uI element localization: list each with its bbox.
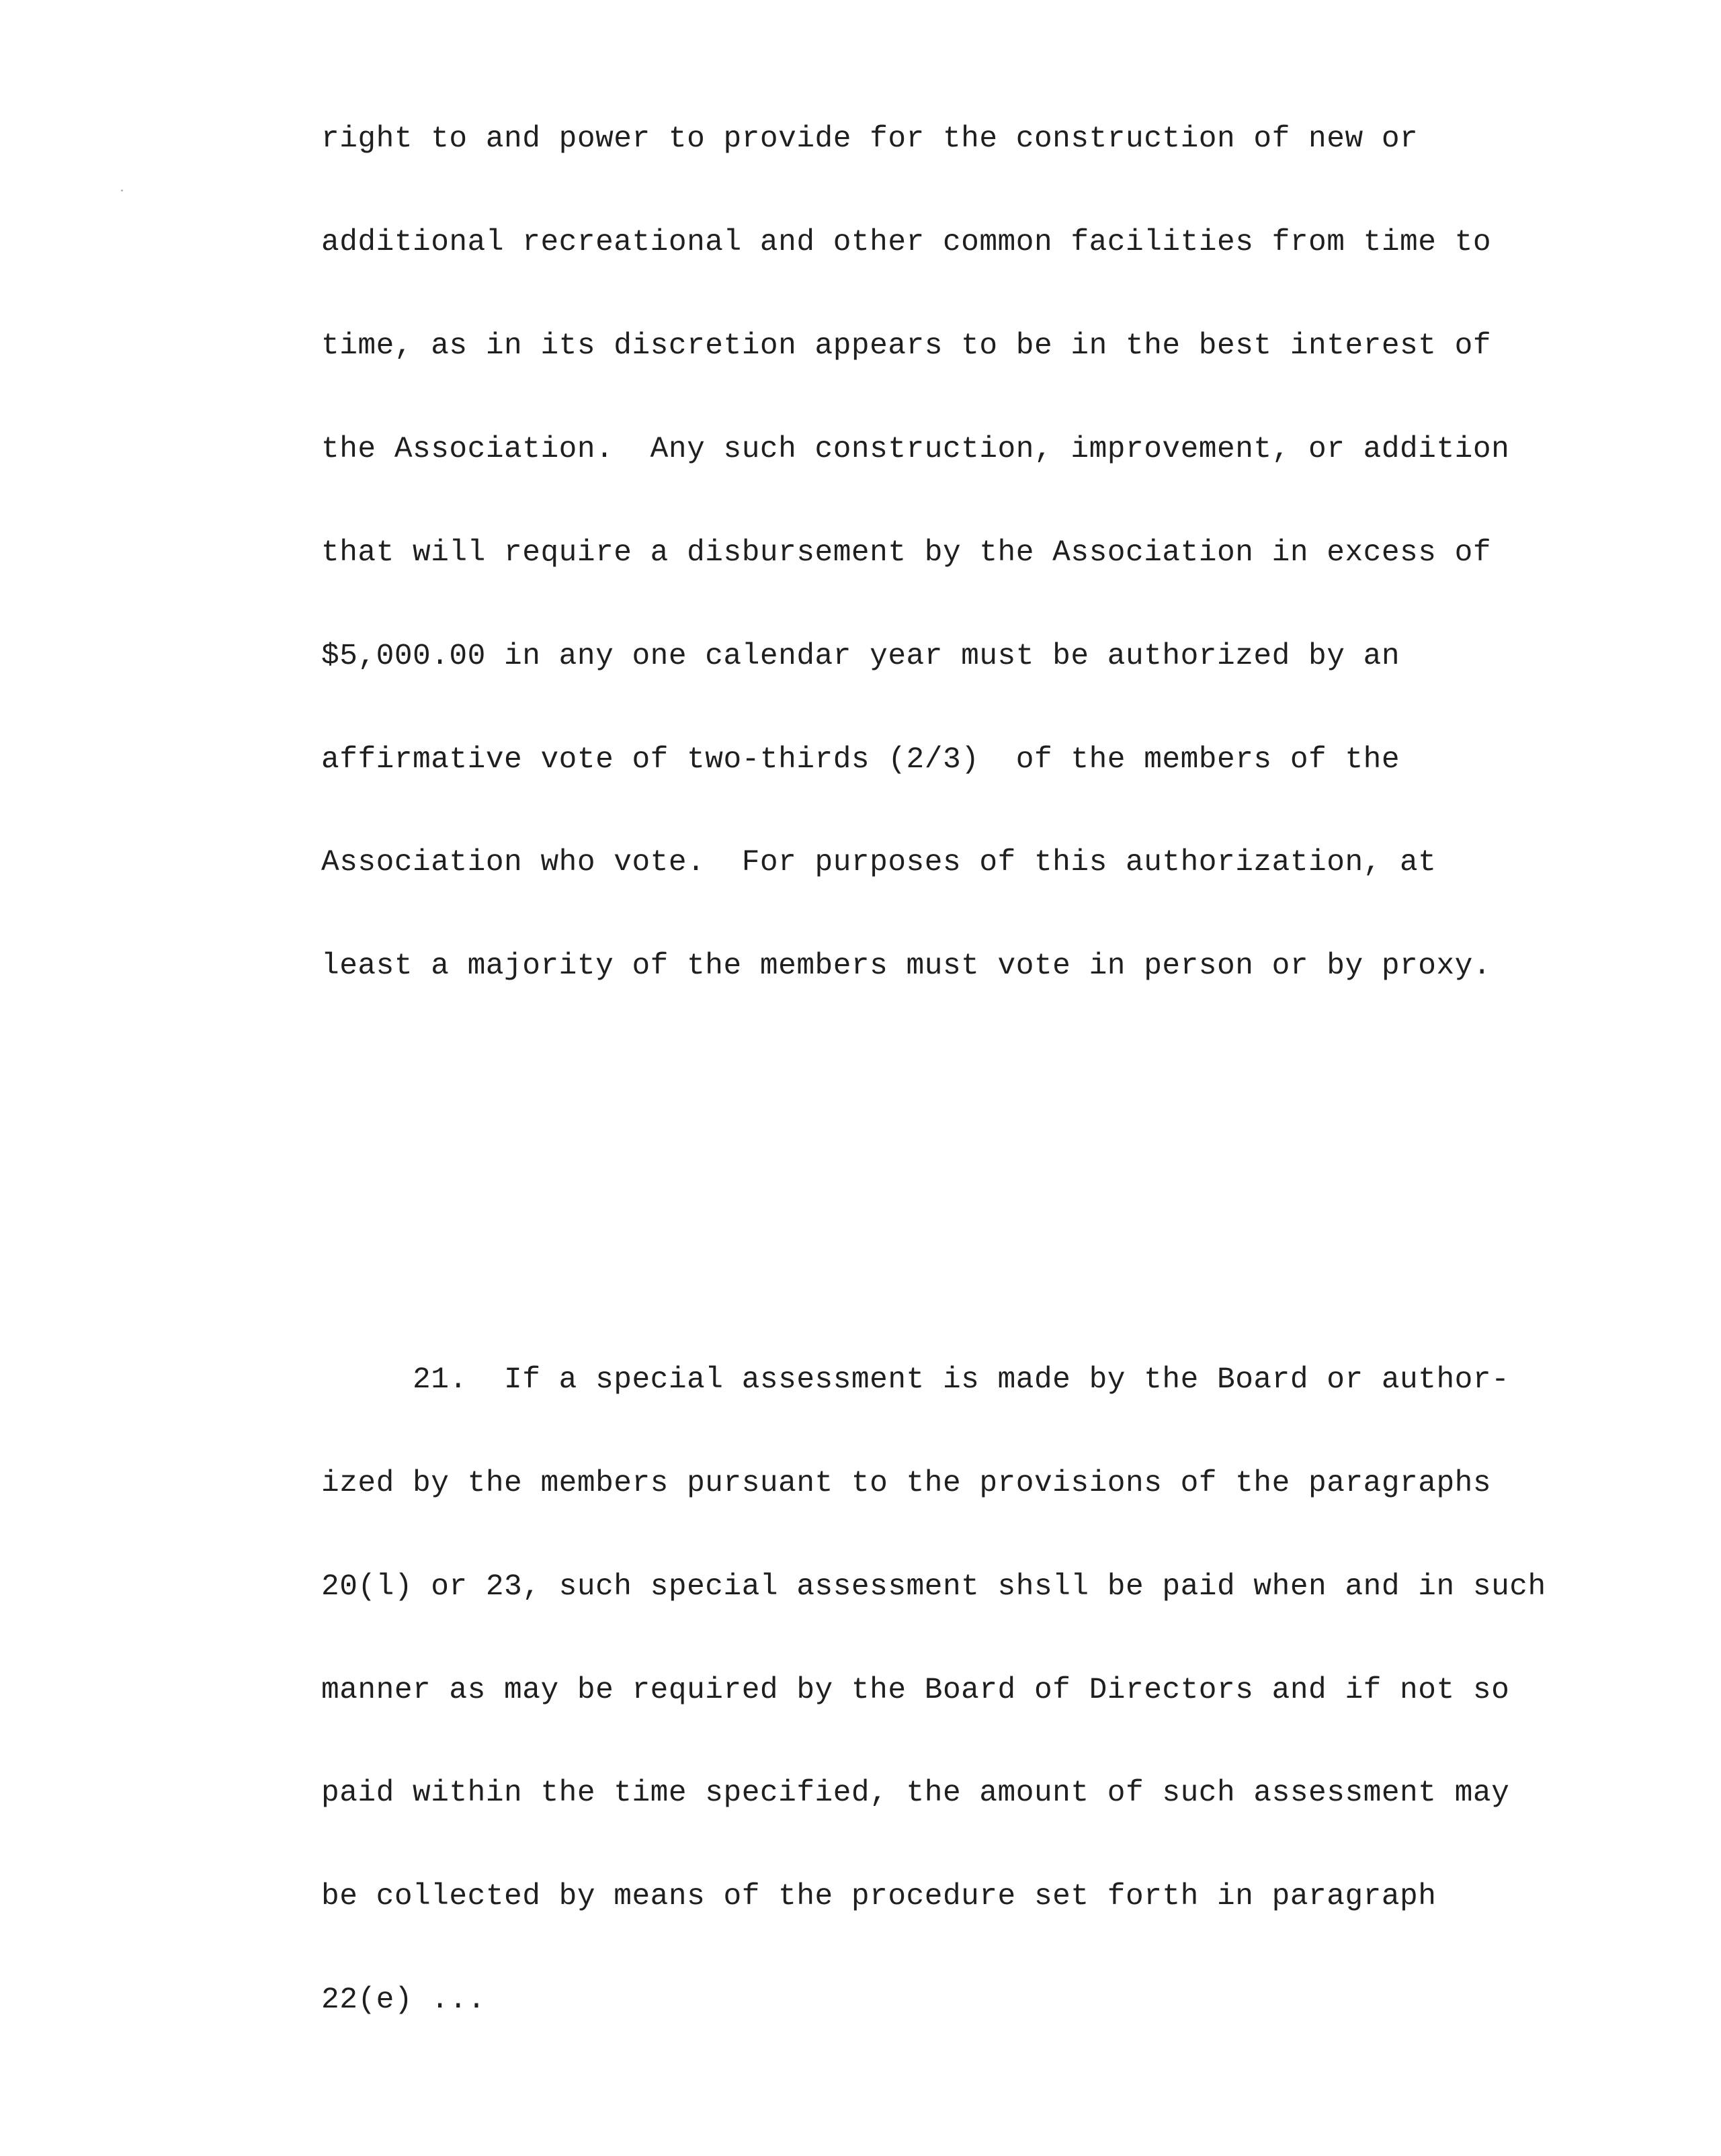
paragraph-continuation: [321, 69, 1719, 1053]
text-line: $5,000.00 in any one calendar year must be authorized by an: [321, 639, 1400, 673]
paragraph-21: [321, 1294, 1719, 2087]
text-line: that will require a disbursement by the Association in excess of: [321, 535, 1492, 570]
paragraph-gap: [321, 1156, 1719, 1191]
document-body: [321, 0, 1719, 2156]
text-line: affirmative vote of two-thirds (2/3) of the members of the: [321, 742, 1400, 777]
text-line: ized by the members pursuant to the provisions of the paragraphs: [321, 1466, 1492, 1500]
text-line: 21. If a special assessment is made by the Board or author-: [321, 1363, 1510, 1397]
text-line: least a majority of the members must vote in person or by proxy.: [321, 949, 1492, 984]
text-line: additional recreational and other common facilities from time to: [321, 226, 1492, 260]
text-line: be collected by means of the procedure set forth in paragraph: [321, 1880, 1437, 1914]
text-line: paid within the time specified, the amount of such assessment may: [321, 1776, 1510, 1811]
text-line: 22(e) ...: [321, 1983, 486, 2018]
text-line: manner as may be required by the Board of Directors and if not so: [321, 1673, 1510, 1707]
scan-speck: [121, 189, 123, 191]
text-line: Association who vote. For purposes of this authorization, at: [321, 846, 1437, 880]
text-line: time, as in its discretion appears to be in the best interest of: [321, 329, 1492, 363]
text-line: the Association. Any such construction, improvement, or addition: [321, 432, 1510, 466]
text-line: right to and power to provide for the construction of new or: [321, 122, 1419, 157]
text-line: 20(l) or 23, such special assessment shsll be paid when and in such: [321, 1569, 1546, 1604]
